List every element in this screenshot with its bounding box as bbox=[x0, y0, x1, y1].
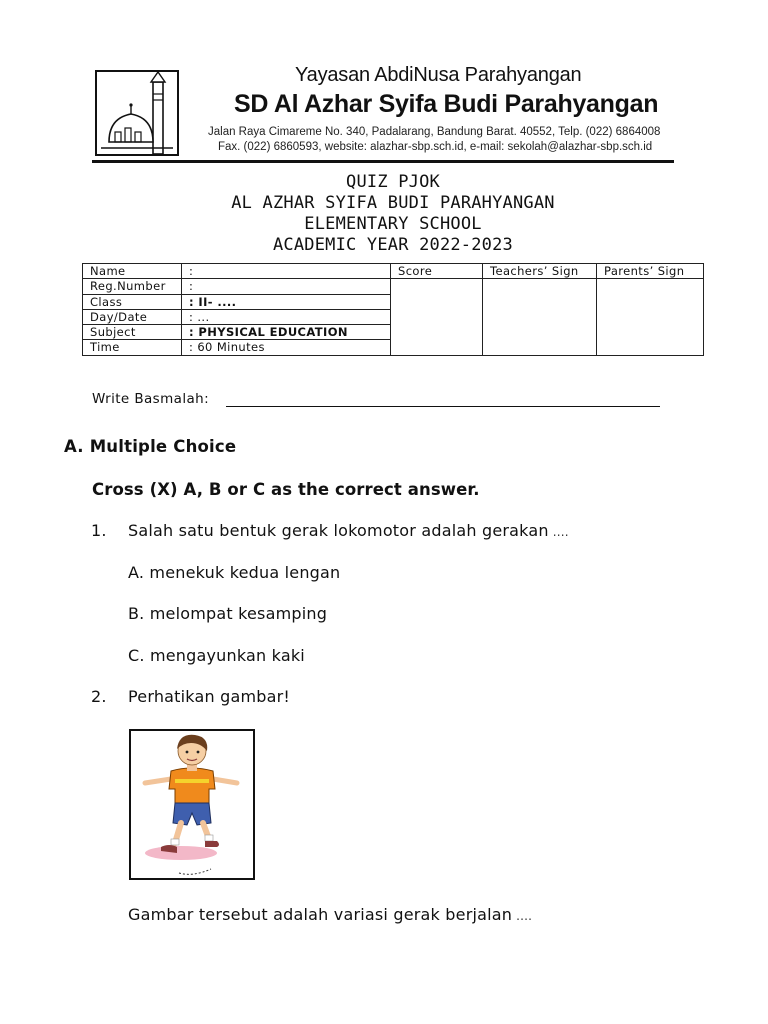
parents-sign-header: Parents’ Sign bbox=[597, 264, 704, 279]
class-field[interactable]: : II- .... bbox=[182, 294, 391, 309]
school-address: Jalan Raya Cimareme No. 340, Padalarang, Bandung Barat. 40552, Telp. (022) 6864008 bbox=[208, 126, 661, 138]
school-logo bbox=[95, 70, 179, 156]
letterhead-divider bbox=[92, 160, 674, 163]
basmalah-label: Write Basmalah: bbox=[92, 391, 210, 407]
section-instruction: Cross (X) A, B or C as the correct answer. bbox=[92, 480, 480, 499]
score-box[interactable] bbox=[391, 279, 483, 355]
answer-option-b[interactable]: B. melompat kesamping bbox=[128, 604, 328, 623]
row-label: Name bbox=[83, 264, 182, 279]
subject-field: : PHYSICAL EDUCATION bbox=[182, 325, 391, 340]
table-row bbox=[83, 279, 704, 294]
day-date-field[interactable]: : ... bbox=[182, 309, 391, 324]
basmalah-answer-line[interactable] bbox=[226, 406, 660, 407]
question-followup-body: Gambar tersebut adalah variasi gerak berjalan bbox=[128, 905, 513, 924]
teachers-sign-box[interactable] bbox=[483, 279, 597, 355]
section-title: A. Multiple Choice bbox=[64, 437, 237, 456]
walking-boy-illustration bbox=[129, 729, 255, 880]
parents-sign-box[interactable] bbox=[597, 279, 704, 355]
question-number: 2. bbox=[91, 687, 107, 706]
score-header: Score bbox=[391, 264, 483, 279]
foundation-name: Yayasan AbdiNusa Parahyangan bbox=[295, 64, 582, 86]
school-contact: Fax. (022) 6860593, website: alazhar-sbp.sch.id, e-mail: sekolah@alazhar-sbp.sch.id bbox=[218, 141, 653, 153]
question-ellipsis: .... bbox=[516, 909, 533, 923]
title-line: ELEMENTARY SCHOOL bbox=[304, 214, 482, 234]
question-text: Perhatikan gambar! bbox=[128, 687, 290, 706]
question-text bbox=[128, 521, 569, 540]
row-label: Day/Date bbox=[83, 309, 182, 324]
title-line: QUIZ PJOK bbox=[346, 172, 440, 192]
teachers-sign-header: Teachers’ Sign bbox=[483, 264, 597, 279]
reg-number-field[interactable]: : bbox=[182, 279, 391, 294]
row-label: Subject bbox=[83, 325, 182, 340]
row-label: Class bbox=[83, 294, 182, 309]
school-name: SD Al Azhar Syifa Budi Parahyangan bbox=[234, 90, 659, 118]
question-ellipsis: .... bbox=[552, 525, 569, 539]
document-title bbox=[0, 172, 768, 256]
answer-option-a[interactable]: A. menekuk kedua lengan bbox=[128, 563, 341, 582]
table-row bbox=[83, 264, 704, 279]
title-line: AL AZHAR SYIFA BUDI PARAHYANGAN bbox=[231, 193, 555, 213]
answer-option-c[interactable]: C. mengayunkan kaki bbox=[128, 646, 305, 665]
row-label: Time bbox=[83, 340, 182, 355]
time-field: : 60 Minutes bbox=[182, 340, 391, 355]
student-info-table bbox=[82, 263, 704, 356]
row-label: Reg.Number bbox=[83, 279, 182, 294]
question-number: 1. bbox=[91, 521, 107, 540]
name-field[interactable]: : bbox=[182, 264, 391, 279]
question-text-body: Salah satu bentuk gerak lokomotor adalah gerakan bbox=[128, 521, 549, 540]
title-line: ACADEMIC YEAR 2022-2023 bbox=[272, 235, 513, 255]
question-followup bbox=[128, 905, 532, 924]
